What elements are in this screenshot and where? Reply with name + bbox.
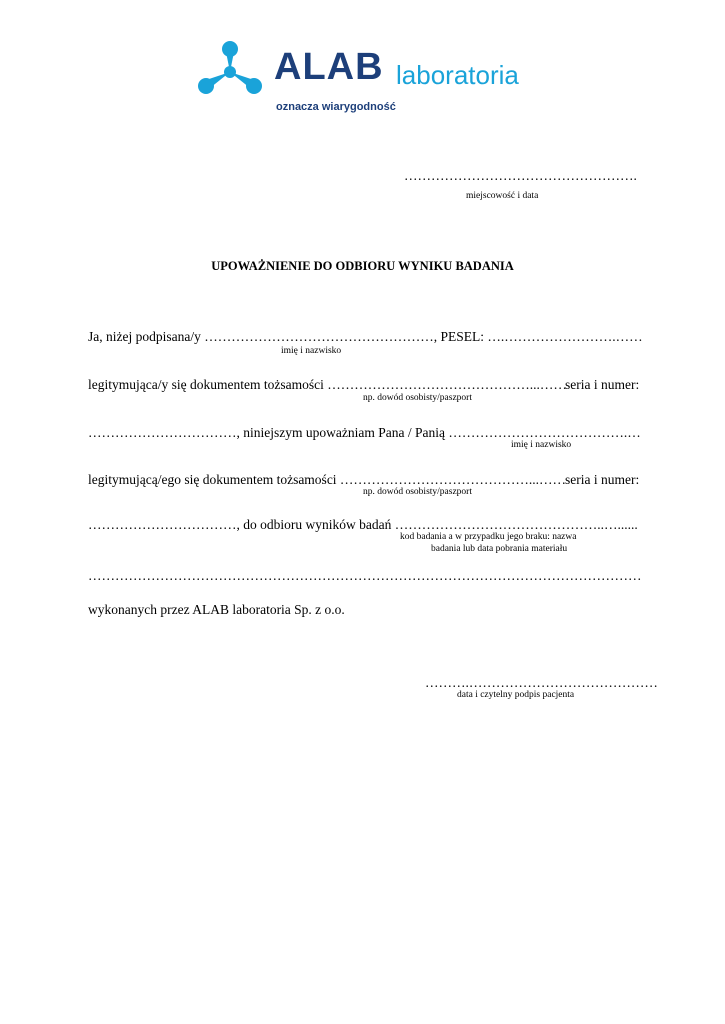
signature-field: ……….…………………………………… [425, 675, 658, 690]
authorized-id-line: legitymującą/ego się dokumentem tożsamości ……………………………………...…… [88, 472, 567, 487]
place-date-caption: miejscowość i data [466, 191, 539, 201]
declarant-name-caption: imię i nazwisko [281, 346, 342, 356]
authorized-name-caption: imię i nazwisko [511, 440, 572, 450]
test-code-caption-1: kod badania a w przypadku jego braku: nazwa [400, 532, 577, 542]
declarant-line: Ja, niżej podpisana/y ……………………………………………, PESEL: ….…………………….…… [88, 329, 643, 344]
declarant-id-series-label: seria i numer: [565, 377, 640, 392]
test-results-line: ……………………………, do odbioru wyników badań ………………………………………..…...... [88, 517, 638, 532]
logo-suffix: laboratoria [396, 60, 519, 90]
declarant-id-caption: np. dowód osobisty/paszport [363, 393, 472, 403]
signature-caption: data i czytelny podpis pacjenta [457, 690, 575, 700]
test-code-caption-2: badania lub data pobrania materiału [431, 544, 568, 554]
logo [196, 40, 526, 120]
alab-logo-icon [196, 40, 266, 100]
authorized-person-line: ……………………………, niniejszym upoważniam Pana / Panią ………………………………….… [88, 425, 641, 440]
document-title: UPOWAŻNIENIE DO ODBIORU WYNIKU BADANIA [211, 259, 514, 273]
authorized-id-series-label: seria i numer: [565, 472, 640, 487]
authorized-id-caption: np. dowód osobisty/paszport [363, 487, 472, 497]
test-continuation-line: …………………………………………………………………………………………………………… [88, 568, 642, 583]
place-date-field: ……………………………………………. [404, 168, 637, 183]
declarant-id-line: legitymująca/y się dokumentem tożsamości ………………………………………...…… [88, 377, 567, 392]
performed-by-line: wykonanych przez ALAB laboratoria Sp. z o.o. [88, 602, 345, 617]
logo-tagline: oznacza wiarygodność [276, 101, 396, 113]
logo-brand: ALAB [274, 46, 384, 88]
